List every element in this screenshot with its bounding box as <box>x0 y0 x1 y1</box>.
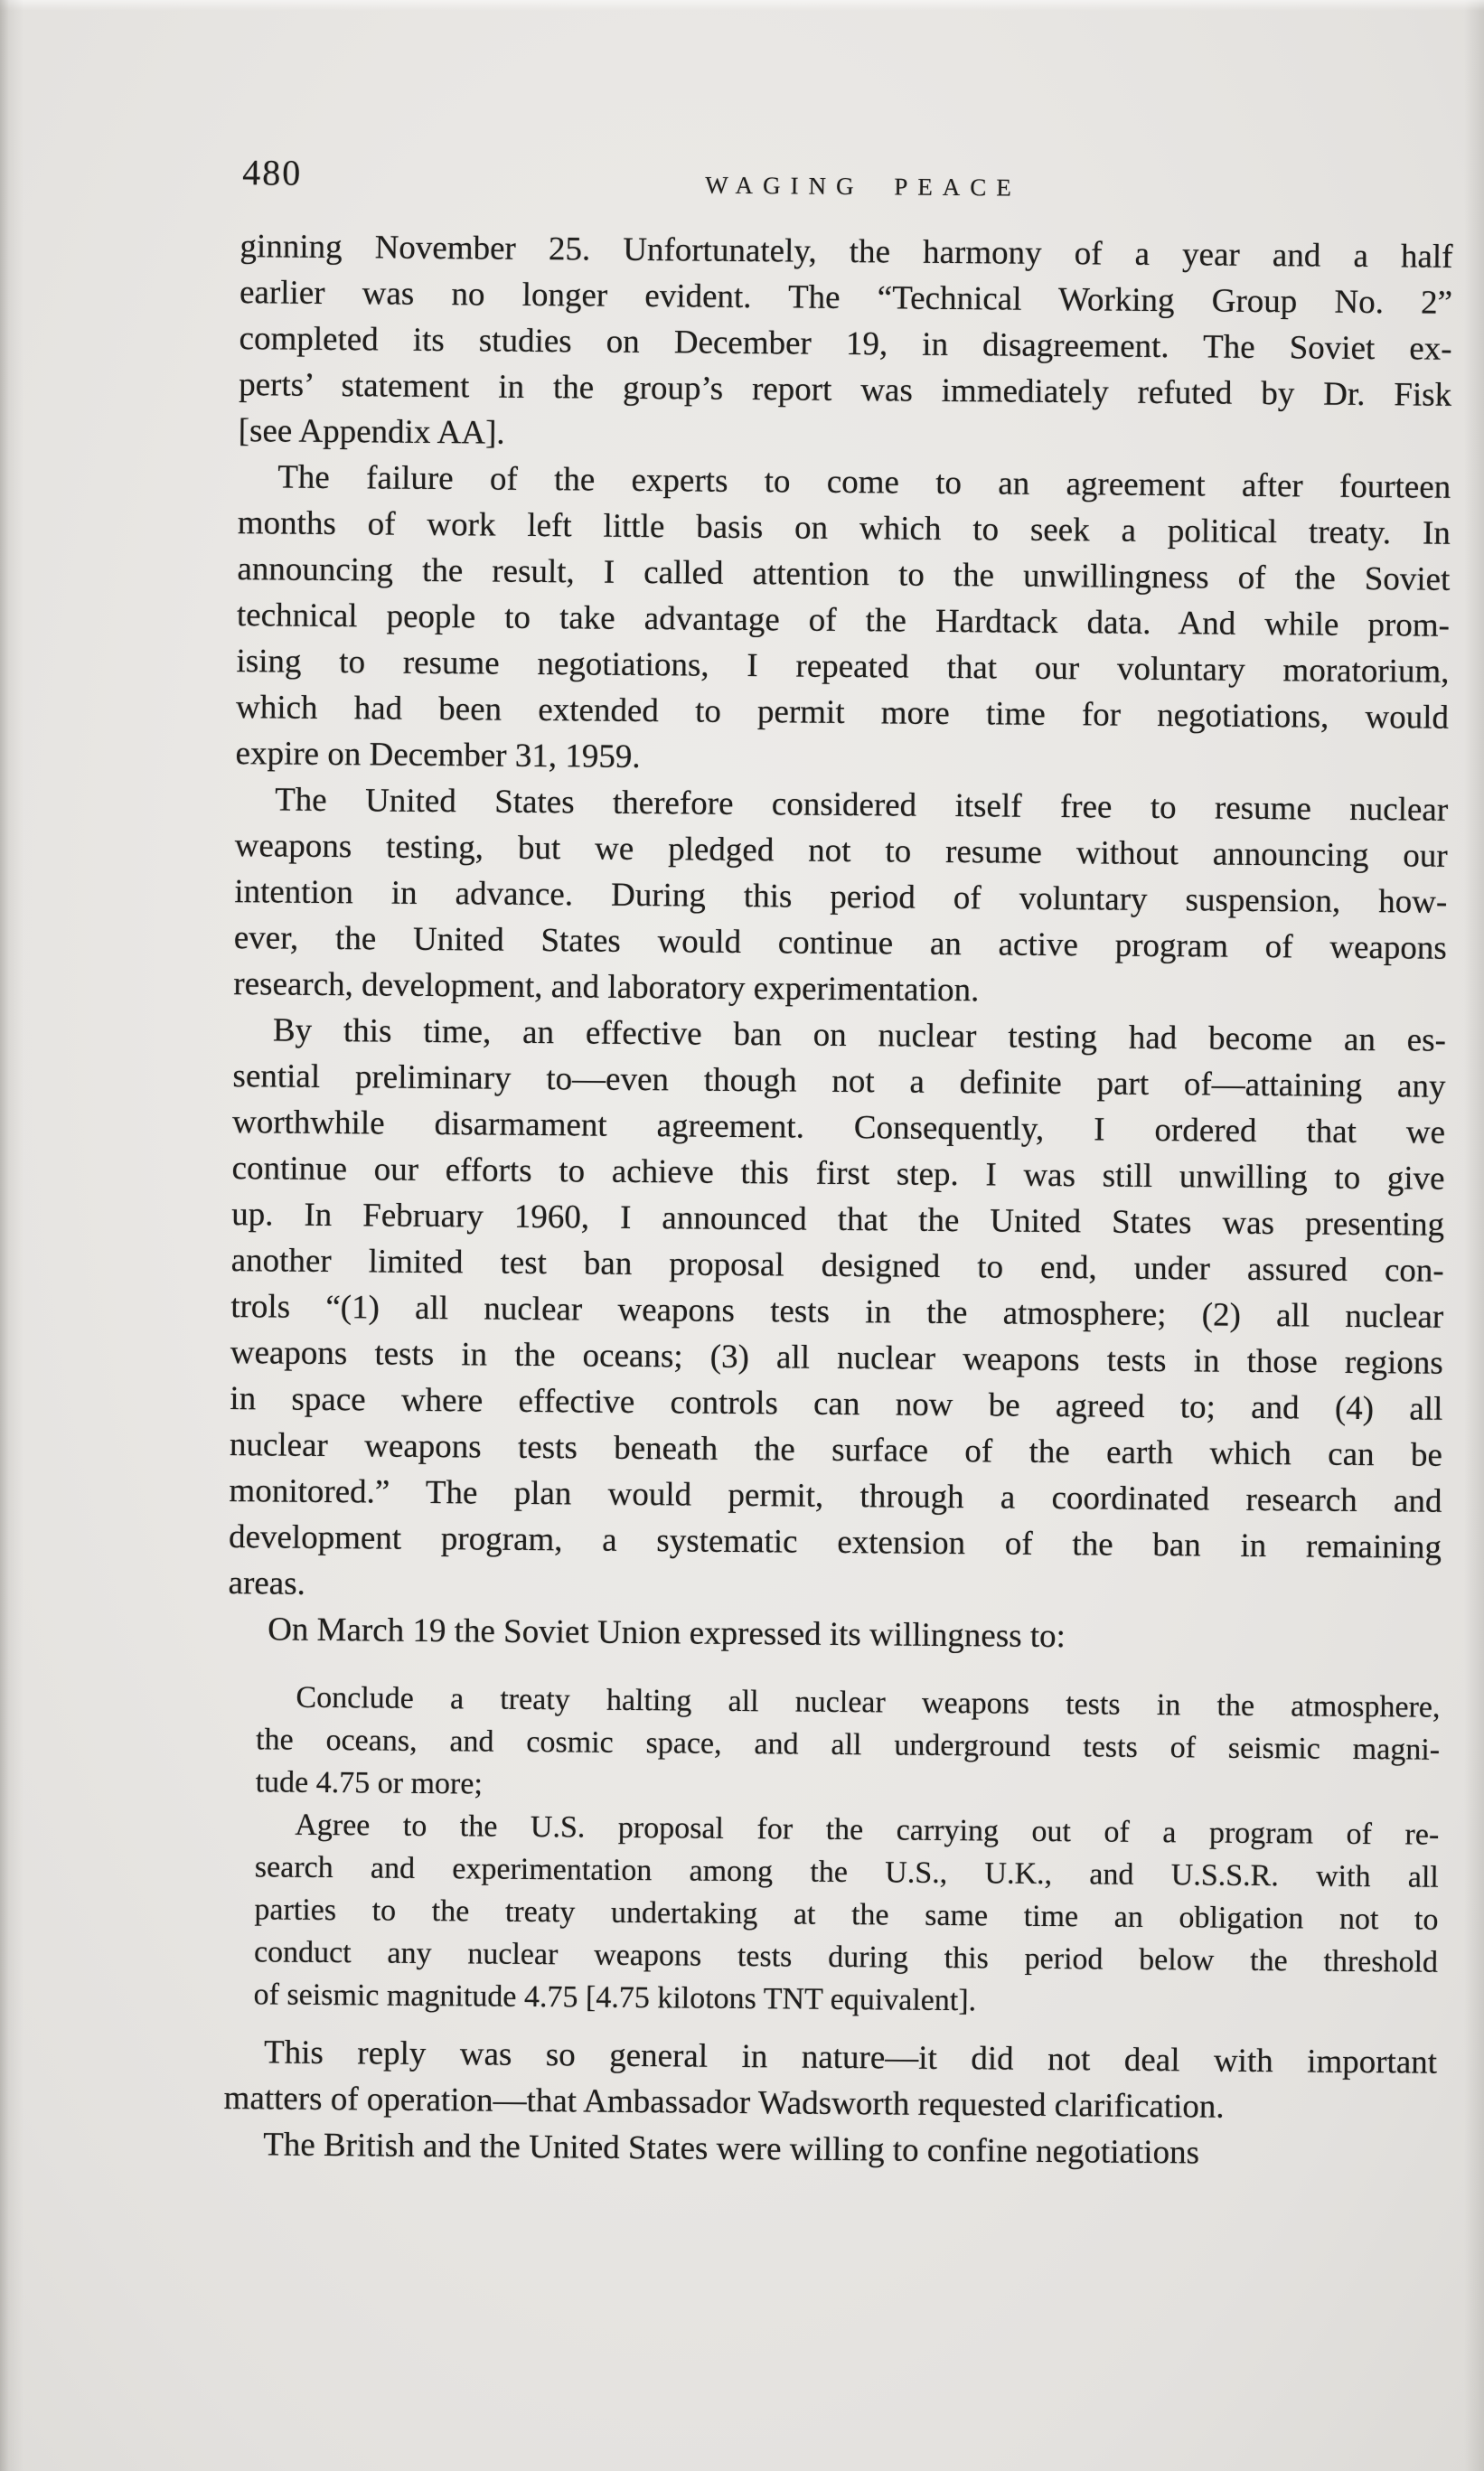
text-line: earlier was no longer evident. The “Technical Working Group No. 2” <box>239 274 1453 322</box>
text-line: By this time, an effective ban on nuclear testing had become an es- <box>272 1011 1447 1059</box>
text-line: On March 19 the Soviet Union expressed its willingness to: <box>267 1611 1066 1656</box>
text-line: Agree to the U.S. proposal for the carrying out of a program of re- <box>295 1808 1440 1852</box>
text-line: The failure of the experts to come to an agreement after fourteen <box>277 458 1451 506</box>
text-line: The United States therefore considered itself free to resume nuclear <box>275 781 1449 829</box>
text-line: worthwhile disarmament agreement. Consequently, I ordered that we <box>231 1104 1446 1151</box>
text-line: sential preliminary to—even though not a definite part of—attaining any <box>232 1057 1446 1105</box>
text-line: of seismic magnitude 4.75 [4.75 kilotons TNT equivalent]. <box>253 1978 977 2018</box>
text-line: continue our efforts to achieve this first step. I was still unwilling to give <box>231 1150 1445 1198</box>
text-line: announcing the result, I called attention to the unwillingness of the Soviet <box>237 550 1451 598</box>
text-block <box>223 223 1453 2178</box>
text-line: expire on December 31, 1959. <box>235 735 641 775</box>
body-paragraph <box>228 1606 1441 1663</box>
text-line: weapons testing, but we pledged not to resume without announcing our <box>234 827 1448 875</box>
text-line: ginning November 25. Unfortunately, the harmony of a year and a half <box>240 228 1453 276</box>
text-line: search and experimentation among the U.S., U.K., and U.S.S.R. with all <box>254 1850 1439 1894</box>
text-line: perts’ statement in the group’s report was immediately refuted by Dr. Fisk <box>239 366 1452 414</box>
text-line: up. In February 1960, I announced that the United States was presenting <box>231 1196 1445 1244</box>
quote-paragraph <box>255 1676 1440 1813</box>
text-line: another limited test ban proposal designed to end, under assured con- <box>230 1242 1444 1290</box>
text-line: which had been extended to permit more time for negotiations, would <box>235 689 1450 737</box>
text-line: [see Appendix AA]. <box>238 412 505 452</box>
text-line: Conclude a treaty halting all nuclear weapons tests in the atmosphere, <box>296 1680 1441 1724</box>
body-paragraph <box>228 1007 1446 1617</box>
text-line: ever, the United States would continue an active program of weapons <box>233 919 1447 967</box>
text-line: completed its studies on December 19, in disagreement. The Soviet ex- <box>239 320 1452 368</box>
text-line: This reply was so general in nature—it did not deal with important <box>263 2034 1438 2081</box>
text-line: in space where effective controls can now be agreed to; and (4) all <box>230 1380 1443 1428</box>
text-line: weapons tests in the oceans; (3) all nuclear weapons tests in those regions <box>230 1334 1443 1382</box>
quote-paragraph <box>253 1803 1439 2025</box>
text-line: the oceans, and cosmic space, and all underground tests of seismic magni- <box>255 1723 1441 1767</box>
text-line: trols “(1) all nuclear weapons tests in the atmosphere; (2) all nuclear <box>230 1288 1444 1336</box>
text-line: The British and the United States were willing to confine negotiations <box>263 2126 1200 2172</box>
body-paragraph <box>223 2029 1437 2132</box>
text-line: monitored.” The plan would permit, through a coordinated research and <box>229 1472 1442 1520</box>
text-line: technical people to take advantage of the Hardtack data. And while prom- <box>236 597 1451 644</box>
text-line: areas. <box>228 1564 306 1602</box>
text-line: conduct any nuclear weapons tests during this period below the threshold <box>253 1935 1439 1979</box>
text-line: matters of operation—that Ambassador Wadsworth requested clarification. <box>223 2080 1225 2126</box>
text-line: ising to resume negotiations, I repeated that our voluntary moratorium, <box>236 643 1450 691</box>
body-paragraph <box>233 776 1448 1018</box>
running-head: WAGING PEACE <box>705 171 1022 202</box>
text-line: intention in advance. During this period of voluntary suspension, how- <box>234 873 1448 921</box>
text-line: months of work left little basis on which to seek a political treaty. In <box>237 504 1451 552</box>
body-paragraph <box>239 223 1453 465</box>
text-line: research, development, and laboratory experimentation. <box>233 965 980 1010</box>
body-paragraph <box>223 2121 1436 2178</box>
body-paragraph <box>235 454 1451 787</box>
block-quote <box>253 1676 1440 2025</box>
text-line: nuclear weapons tests beneath the surface of the earth which can be <box>229 1426 1443 1474</box>
text-line: parties to the treaty undertaking at the same time an obligation not to <box>254 1893 1439 1937</box>
text-line: tude 4.75 or more; <box>255 1765 484 1801</box>
page-number: 480 <box>242 152 303 193</box>
text-line: development program, a systematic extension of the ban in remaining <box>228 1518 1442 1566</box>
